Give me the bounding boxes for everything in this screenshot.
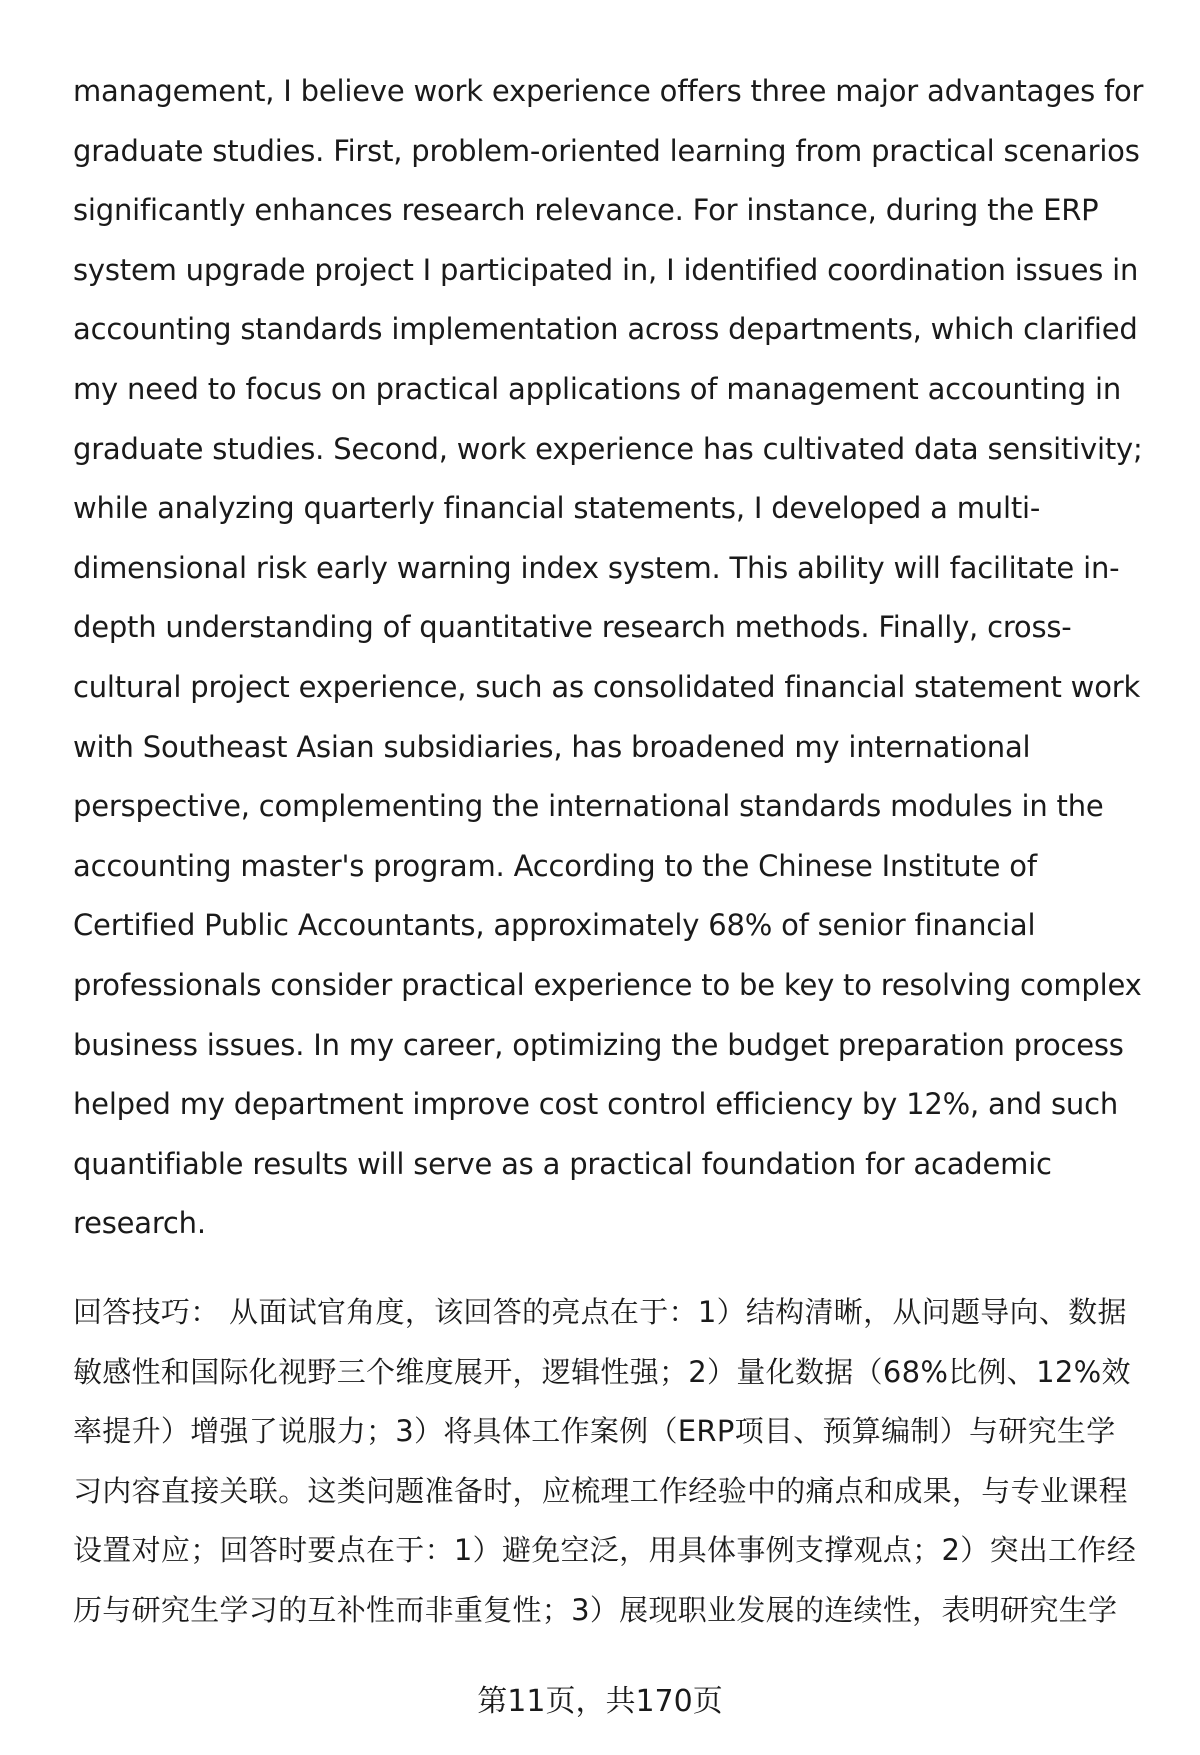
text-line: business issues. In my career, optimizing the budget preparation process (73, 1027, 1124, 1062)
text-line: Certified Public Accountants, approximately 68% of senior financial (73, 908, 1036, 943)
text-line: perspective, complementing the international standards modules in the (73, 789, 1104, 824)
text-line: accounting master's program. According to the Chinese Institute of (73, 848, 1037, 883)
page-number: 第11页，共170页 (477, 1684, 723, 1719)
text-line: cultural project experience, such as consolidated financial statement work (73, 669, 1141, 704)
text-line: professionals consider practical experience to be key to resolving complex (73, 967, 1142, 1002)
text-line: my need to focus on practical applications of management accounting in (73, 371, 1122, 406)
text-line: 历与研究生学习的互补性而非重复性；3）展现职业发展的连续性，表明研究生学 (73, 1592, 1118, 1627)
text-line: graduate studies. Second, work experience has cultivated data sensitivity; (73, 431, 1143, 466)
text-line: research. (73, 1206, 206, 1241)
text-line: with Southeast Asian subsidiaries, has broadened my international (73, 729, 1031, 764)
text-line: depth understanding of quantitative research methods. Finally, cross- (73, 610, 1072, 645)
text-line: management, I believe work experience offers three major advantages for (73, 74, 1144, 108)
text-line: helped my department improve cost control efficiency by 12%, and such (73, 1087, 1118, 1122)
text-line: significantly enhances research relevance. For instance, during the ERP (73, 193, 1099, 228)
text-line: dimensional risk early warning index system. This ability will facilitate in- (73, 550, 1120, 585)
text-line: graduate studies. First, problem-oriented learning from practical scenarios (73, 133, 1140, 168)
text-line: 习内容直接关联。这类问题准备时，应梳理工作经验中的痛点和成果，与专业课程 (73, 1473, 1128, 1508)
text-line: system upgrade project I participated in, I identified coordination issues in (73, 252, 1139, 287)
text-line: 设置对应；回答时要点在于：1）避免空泛，用具体事例支撑观点；2）突出工作经 (73, 1533, 1137, 1568)
text-line: 回答技巧： 从面试官角度，该回答的亮点在于：1）结构清晰，从问题导向、数据 (73, 1295, 1127, 1329)
answer-paragraph (73, 62, 1153, 1254)
text-line: accounting standards implementation across departments, which clarified (73, 312, 1138, 347)
text-line: 敏感性和国际化视野三个维度展开，逻辑性强；2）量化数据（68%比例、12%效 (73, 1354, 1131, 1389)
answer-tips-paragraph (73, 1283, 1153, 1641)
text-line: quantifiable results will serve as a practical foundation for academic (73, 1146, 1052, 1181)
text-line: 率提升）增强了说服力；3）将具体工作案例（ERP项目、预算编制）与研究生学 (73, 1414, 1116, 1449)
text-line: while analyzing quarterly financial statements, I developed a multi- (73, 491, 1041, 526)
